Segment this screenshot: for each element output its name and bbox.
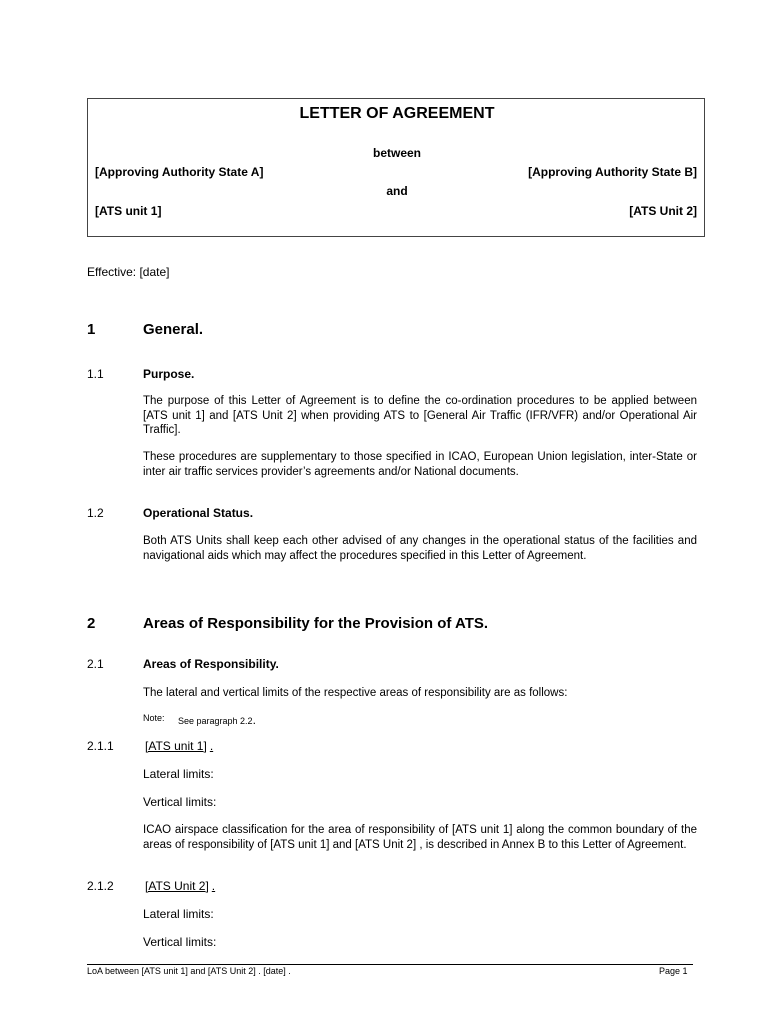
section-2-1-2-dot: .: [211, 879, 216, 893]
section-2-1-2-unit: [ATS Unit 2]: [145, 879, 209, 893]
section-1-1-title: Purpose.: [143, 367, 195, 381]
note-dot: .: [252, 713, 256, 727]
airspace-classification-paragraph: ICAO airspace classification for the area of responsibility of [ATS unit 1] along the common boundary of the areas of responsibility of [ATS unit 1] and [ATS Unit 2] , is described in Annex B to this Letter of Agreement.: [143, 824, 697, 851]
authority-b: [Approving Authority State B]: [528, 165, 697, 179]
purpose-paragraph-2: These procedures are supplementary to those specified in ICAO, European Union legislation, inter-State or inter air traffic services provider’s agreements and/or National documents.: [143, 451, 697, 478]
footer-divider: [87, 964, 693, 965]
section-1-number: 1: [87, 321, 96, 338]
section-2-1-title: Areas of Responsibility.: [143, 657, 279, 671]
document-title: LETTER OF AGREEMENT: [299, 105, 495, 122]
effective-date: Effective: [date]: [87, 265, 170, 279]
section-1-2-number: 1.2: [87, 506, 104, 520]
unit-1-lateral-limits: Lateral limits:: [143, 767, 214, 781]
section-2-1-1-unit: [ATS unit 1]: [145, 739, 207, 753]
header-box: [87, 98, 705, 237]
footer-left: LoA between [ATS unit 1] and [ATS Unit 2] . [date] .: [87, 966, 291, 976]
section-2-number: 2: [87, 615, 96, 632]
unit-2-vertical-limits: Vertical limits:: [143, 935, 217, 949]
section-2-1-1-number: 2.1.1: [87, 739, 114, 753]
unit-2-label: [ATS Unit 2]: [629, 204, 697, 218]
footer-page-number: Page 1: [659, 966, 688, 976]
section-2-title: Areas of Responsibility for the Provision of ATS.: [143, 615, 489, 632]
and-label: and: [386, 184, 408, 198]
section-2-1-2-heading: [145, 879, 215, 893]
note-text: [178, 713, 256, 727]
authority-a: [Approving Authority State A]: [95, 165, 264, 179]
operational-status-paragraph: Both ATS Units shall keep each other advised of any changes in the operational status of the facilities and navigational aids which may affect the procedures specified in this Letter of Agreement.: [143, 535, 697, 562]
section-1-1-number: 1.1: [87, 367, 104, 381]
section-2-1-number: 2.1: [87, 657, 104, 671]
between-label: between: [372, 146, 421, 160]
unit-2-lateral-limits: Lateral limits:: [143, 907, 214, 921]
note-text-body: See paragraph 2.2: [178, 716, 253, 726]
unit-1-vertical-limits: Vertical limits:: [143, 795, 217, 809]
purpose-paragraph-1: The purpose of this Letter of Agreement is to define the co-ordination procedures to be applied between [ATS unit 1] and [ATS Unit 2] when providing ATS to [General Air Traffic (IFR/VFR) and/or Operational Air Traffic].: [143, 395, 697, 436]
section-1-title: General.: [143, 321, 204, 338]
unit-1-label: [ATS unit 1]: [95, 204, 162, 218]
note-label: Note:: [143, 713, 165, 723]
section-1-2-title: Operational Status.: [143, 506, 254, 520]
section-2-1-1-dot: .: [209, 739, 214, 753]
areas-paragraph: The lateral and vertical limits of the respective areas of responsibility are as follows:: [143, 687, 568, 699]
section-2-1-2-number: 2.1.2: [87, 879, 114, 893]
section-2-1-1-heading: [145, 739, 213, 753]
